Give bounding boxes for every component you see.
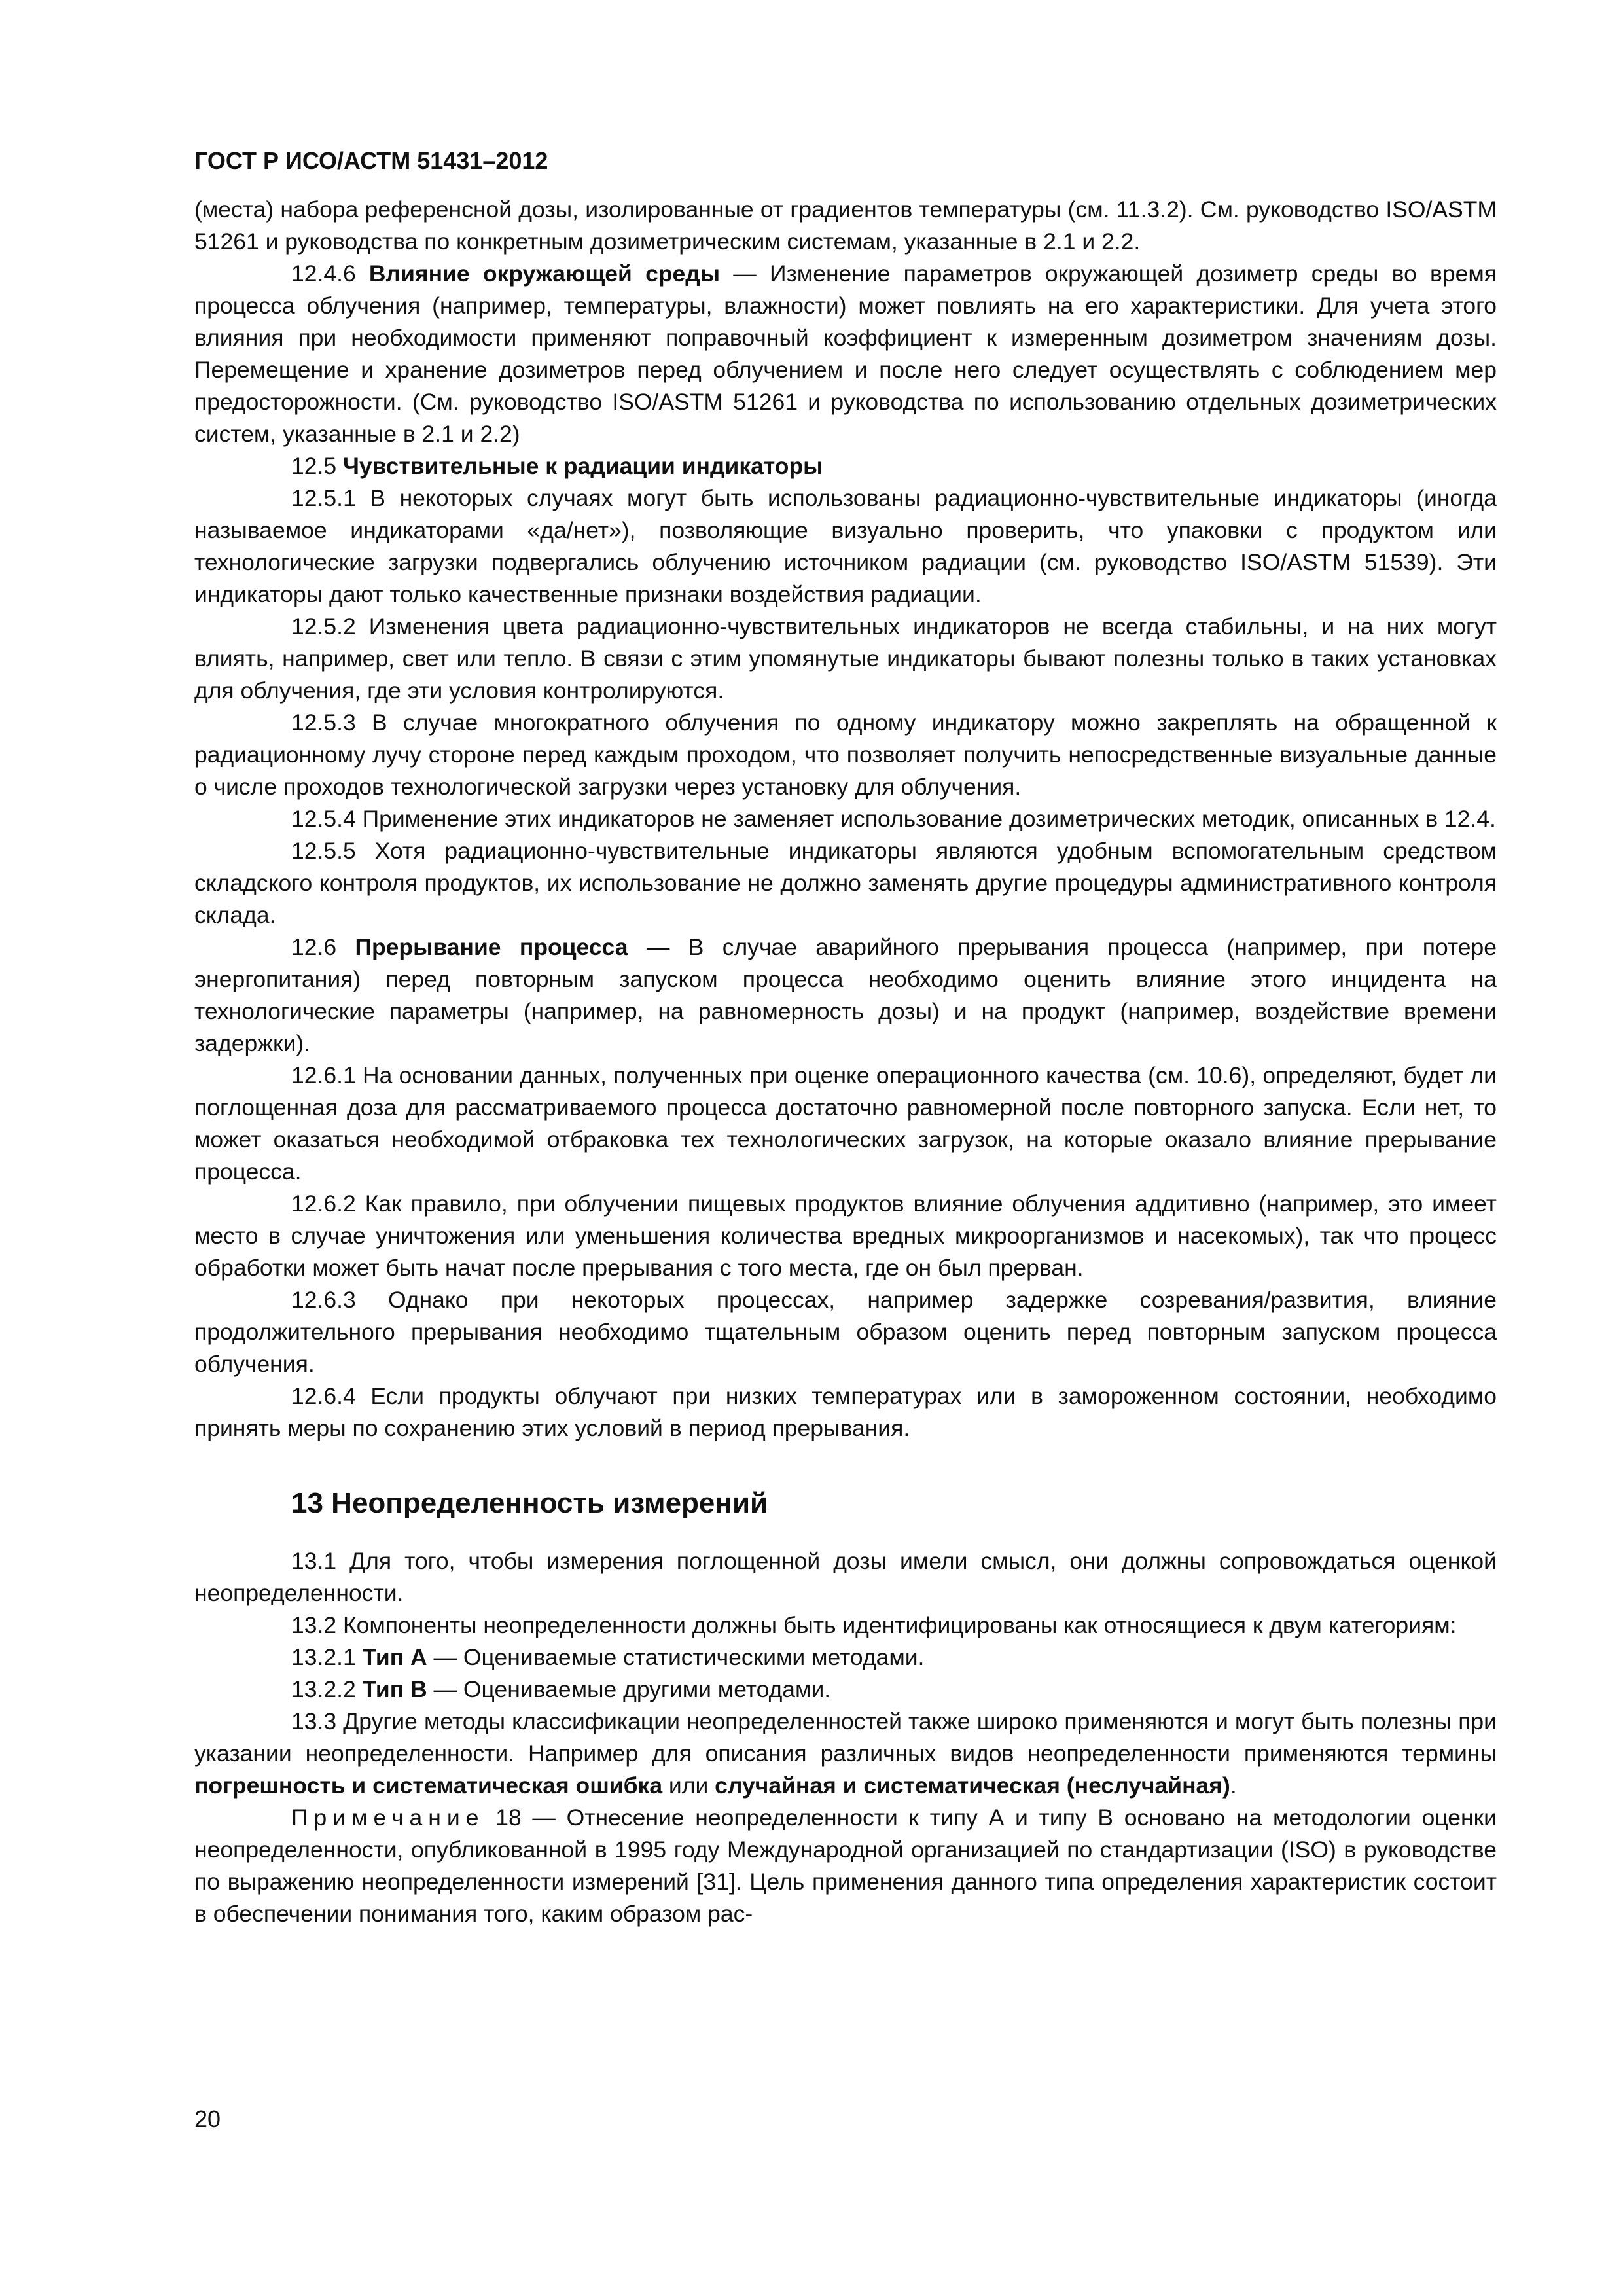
paragraph-12-5-1: 12.5.1 В некоторых случаях могут быть использованы радиационно-чувствительные индикаторы (иногда называемое индикаторами «да/нет»), позволяющие визуально проверить, что упаковки с продуктом или технологические загрузки подвергались облучению источником радиации (см. руководство ISO/ASTM 51539). Эти индикаторы дают только качественные признаки воздействия радиации. (194, 485, 1497, 607)
clause-text: — В случае аварийного прерывания процесса (например, при потере энергопитания) перед повторным запуском процесса необходимо оценить влияние этого инцидента на технологические параметры (например, на равномерность дозы) и на продукт (например, воздействие времени задержки). (194, 934, 1497, 1056)
paragraph-12-5-4: 12.5.4 Применение этих индикаторов не заменяет использование дозиметрических методик, описанных в 12.4. (291, 806, 1496, 832)
paragraph-12-5-2: 12.5.2 Изменения цвета радиационно-чувствительных индикаторов не всегда стабильны, и на них могут влиять, например, свет или тепло. В связи с этим упомянутые индикаторы бывают полезны только в таких установках для облучения, где эти условия контролируются. (194, 613, 1497, 704)
paragraph-12-6-2: 12.6.2 Как правило, при облучении пищевых продуктов влияние облучения аддитивно (например, это имеет место в случае уничтожения или уменьшения количества вредных микроорганизмов и насекомых), так что процесс обработки может быть начат после прерывания с того места, где он был прерван. (194, 1191, 1497, 1281)
clause-number: 13.2.2 (291, 1676, 363, 1702)
clause-title: Тип А (362, 1644, 427, 1670)
note-18 (194, 1802, 1497, 1930)
paragraph-13-2-1 (194, 1641, 1497, 1674)
clause-text: . (1230, 1772, 1237, 1799)
emphasis-term: погрешность и систематическая ошибка (194, 1772, 663, 1799)
paragraph-13-2-2 (194, 1674, 1497, 1706)
clause-number: 12.6 (291, 934, 355, 960)
clause-text: — Изменение параметров окружающей дозиметр среды во время процесса облучения (например, температуры, влажности) может повлиять на его характеристики. Для учета этого влияния при необходимости применяют поправочный коэффициент к измеренным дозиметром значениям дозы. Перемещение и хранение дозиметров перед облучением и после него следует осуществлять с соблюдением мер предосторожности. (См. руководство ISO/ASTM 51261 и руководства по использованию отдельных дозиметрических систем, указанные в 2.1 и 2.2) (194, 260, 1497, 447)
clause-number: 12.4.6 (291, 260, 369, 287)
standard-header: ГОСТ Р ИСО/АСТМ 51431–2012 (194, 147, 548, 174)
clause-title: Прерывание процесса (355, 934, 628, 960)
paragraph-12-5 (194, 450, 1497, 482)
clause-title: Влияние окружающей среды (368, 260, 721, 287)
paragraph-12-6 (194, 931, 1497, 1060)
note-text: 18 — Отнесение неопределенности к типу А и типу В основано на методологии оценки неопределенности, опубликованной в 1995 году Международной организацией по стандартизации (ISO) в руководстве по выражению неопределенности измерений [31]. Цель применения данного типа определения характеристик состоит в обеспечении понимания того, каким образом рас- (194, 1804, 1497, 1927)
emphasis-term: случайная и систематическая (неслучайная) (715, 1772, 1230, 1799)
paragraph-12-6-1: 12.6.1 На основании данных, полученных при оценке операционного качества (см. 10.6), определяют, будет ли поглощенная доза для рассматриваемого процесса достаточно равномерной после повторного запуска. Если нет, то может оказаться необходимой отбраковка тех технологических загрузок, на которые оказало влияние прерывание процесса. (194, 1062, 1497, 1185)
paragraph-13-3 (194, 1706, 1497, 1802)
paragraph-12-5-3: 12.5.3 В случае многократного облучения по одному индикатору можно закреплять на обращенной к радиационному лучу стороне перед каждым проходом, что позволяет получить непосредственные визуальные данные о числе проходов технологической загрузки через установку для облучения. (194, 709, 1497, 800)
clause-text: 13.3 Другие методы классификации неопределенностей также широко применяются и могут быть полезны при указании неопределенности. Например для описания различных видов неопределенности применяются термины (194, 1708, 1497, 1767)
clause-number: 13.2.1 (291, 1644, 363, 1670)
paragraph-12-6-4: 12.6.4 Если продукты облучают при низких температурах или в замороженном состоянии, необходимо принять меры по сохранению этих условий в период прерывания. (194, 1383, 1497, 1441)
paragraph-13-1: 13.1 Для того, чтобы измерения поглощенной дозы имели смысл, они должны сопровождаться оценкой неопределенности. (194, 1548, 1497, 1606)
page-number: 20 (194, 2106, 221, 2132)
clause-title: Чувствительные к радиации индикаторы (342, 453, 823, 479)
clause-number: 12.5 (291, 453, 343, 479)
clause-text: или (662, 1772, 715, 1799)
paragraph-12-6-3: 12.6.3 Однако при некоторых процессах, например задержке созревания/развития, влияние продолжительного прерывания необходимо тщательным образом оценить перед повторным запуском процесса облучения. (194, 1287, 1497, 1377)
paragraph-12-5-5: 12.5.5 Хотя радиационно-чувствительные индикаторы являются удобным вспомогательным средством складского контроля продуктов, их использование не должно заменять другие процедуры административного контроля склада. (194, 838, 1497, 928)
clause-text: — Оцениваемые статистическими методами. (427, 1644, 925, 1670)
clause-title: Тип В (362, 1676, 427, 1702)
document-body (194, 194, 1497, 1930)
note-label: Примечание (291, 1804, 485, 1831)
section-heading: 13 Неопределенность измерений (291, 1487, 768, 1519)
paragraph-continuation: (места) набора референсной дозы, изолированные от градиентов температуры (см. 11.3.2). См. руководство ISO/ASTM 51261 и руководства по конкретным дозиметрическим системам, указанные в 2.1 и 2.2. (194, 196, 1497, 255)
paragraph-13-2: 13.2 Компоненты неопределенности должны быть идентифицированы как относящиеся к двум категориям: (291, 1612, 1457, 1638)
paragraph-12-4-6 (194, 258, 1497, 450)
clause-text: — Оцениваемые другими методами. (427, 1676, 831, 1702)
